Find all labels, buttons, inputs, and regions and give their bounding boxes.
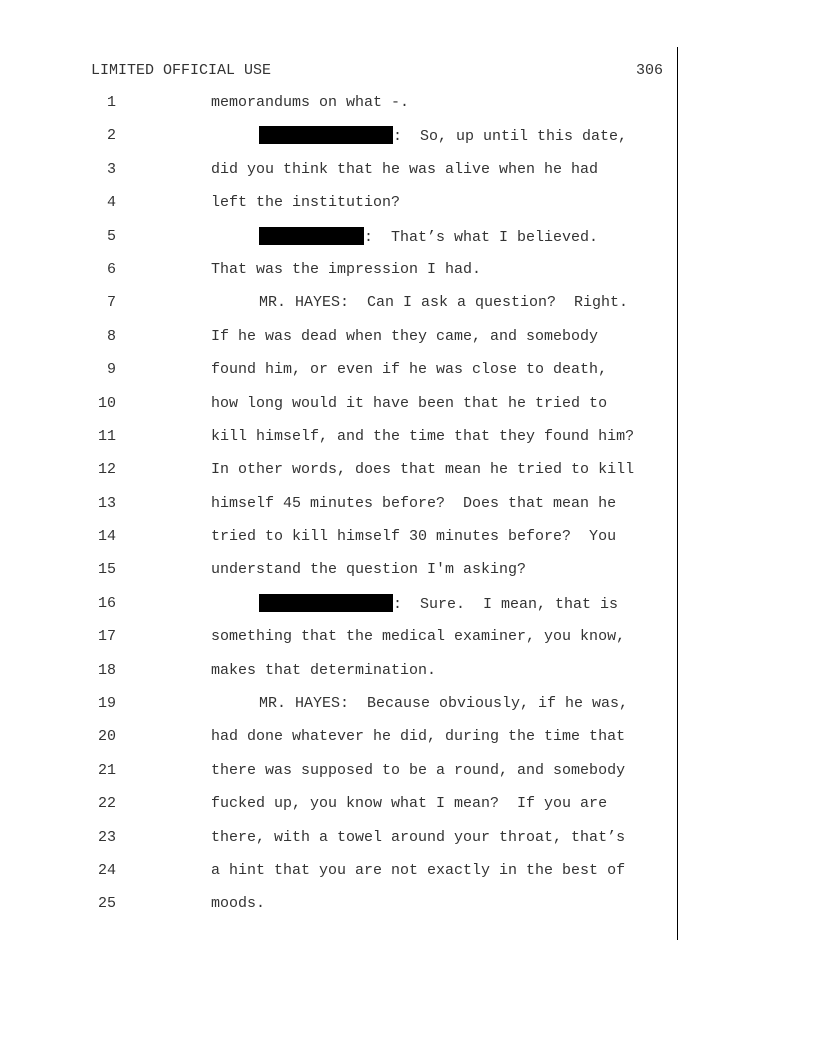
line-number: 8 (106, 327, 116, 345)
line-number: 20 (97, 728, 116, 746)
line-text: did you think that he was alive when he had (211, 160, 599, 178)
line-number: 15 (97, 561, 116, 579)
transcript-body (0, 93, 816, 928)
transcript-line (0, 727, 816, 760)
line-text: fucked up, you know what I mean? If you are (211, 795, 608, 813)
transcript-line (0, 394, 816, 427)
line-text: had done whatever he did, during the time that (211, 728, 626, 746)
line-text: moods. (211, 895, 266, 913)
redaction-box (259, 594, 393, 612)
speaker-statement: : Sure. I mean, that is (393, 595, 619, 613)
transcript-line (0, 828, 816, 861)
transcript-line (0, 260, 816, 293)
line-number: 24 (97, 861, 116, 879)
line-text: there, with a towel around your throat, that’s (211, 828, 626, 846)
line-number: 23 (97, 828, 116, 846)
line-number: 14 (97, 528, 116, 546)
line-text: makes that determination. (211, 661, 437, 679)
transcript-line (0, 460, 816, 493)
transcript-line (0, 93, 816, 126)
line-text: MR. HAYES: Can I ask a question? Right. (259, 294, 629, 312)
line-number: 7 (106, 294, 116, 312)
line-number: 18 (97, 661, 116, 679)
line-number: 22 (97, 795, 116, 813)
line-text: how long would it have been that he tried to (211, 394, 608, 412)
line-text: himself 45 minutes before? Does that mean he (211, 494, 617, 512)
transcript-line (0, 427, 816, 460)
line-number: 16 (97, 594, 116, 612)
line-text: left the institution? (211, 194, 401, 212)
redaction-box (259, 126, 393, 144)
speaker-statement: : That’s what I believed. (364, 228, 599, 246)
line-text: a hint that you are not exactly in the best of (211, 861, 626, 879)
line-number: 11 (97, 427, 116, 445)
header-classification: LIMITED OFFICIAL USE (91, 62, 272, 79)
line-text: kill himself, and the time that they found him? (211, 427, 635, 445)
line-number: 10 (97, 394, 116, 412)
transcript-line (0, 360, 816, 393)
line-text (259, 126, 627, 147)
line-text: In other words, does that mean he tried to kill (211, 461, 635, 479)
line-number: 19 (97, 695, 116, 713)
line-number: 13 (97, 494, 116, 512)
line-text: found him, or even if he was close to death, (211, 361, 608, 379)
transcript-line (0, 126, 816, 159)
transcript-line (0, 694, 816, 727)
line-number: 17 (97, 628, 116, 646)
transcript-line (0, 527, 816, 560)
transcript-line (0, 761, 816, 794)
transcript-line (0, 594, 816, 627)
line-text: there was supposed to be a round, and somebody (211, 761, 626, 779)
line-number: 1 (106, 94, 116, 111)
page-number: 306 (636, 62, 664, 79)
line-text: something that the medical examiner, you know, (211, 628, 626, 646)
redaction-box (259, 227, 364, 245)
line-number: 25 (97, 895, 116, 913)
line-text (259, 227, 598, 248)
line-text (259, 594, 618, 615)
transcript-line (0, 560, 816, 593)
transcript-line (0, 661, 816, 694)
line-number: 21 (97, 761, 116, 779)
line-number: 3 (106, 160, 116, 178)
transcript-line (0, 193, 816, 226)
line-number: 2 (106, 127, 116, 145)
transcript-line (0, 160, 816, 193)
line-text: understand the question I'm asking? (211, 561, 527, 579)
line-text: tried to kill himself 30 minutes before? You (211, 528, 617, 546)
line-number: 5 (106, 227, 116, 245)
line-text: That was the impression I had. (211, 260, 482, 278)
line-number: 9 (106, 361, 116, 379)
transcript-line (0, 894, 816, 927)
line-number: 6 (106, 260, 116, 278)
transcript-line (0, 861, 816, 894)
transcript-line (0, 293, 816, 326)
transcript-line (0, 794, 816, 827)
line-text: MR. HAYES: Because obviously, if he was, (259, 695, 629, 713)
transcript-line (0, 227, 816, 260)
transcript-line (0, 327, 816, 360)
transcript-line (0, 494, 816, 527)
line-number: 12 (97, 461, 116, 479)
line-number: 4 (106, 194, 116, 212)
line-text: If he was dead when they came, and somebody (211, 327, 599, 345)
transcript-line (0, 627, 816, 660)
speaker-statement: : So, up until this date, (393, 128, 628, 146)
line-text: memorandums on what -. (211, 94, 410, 111)
